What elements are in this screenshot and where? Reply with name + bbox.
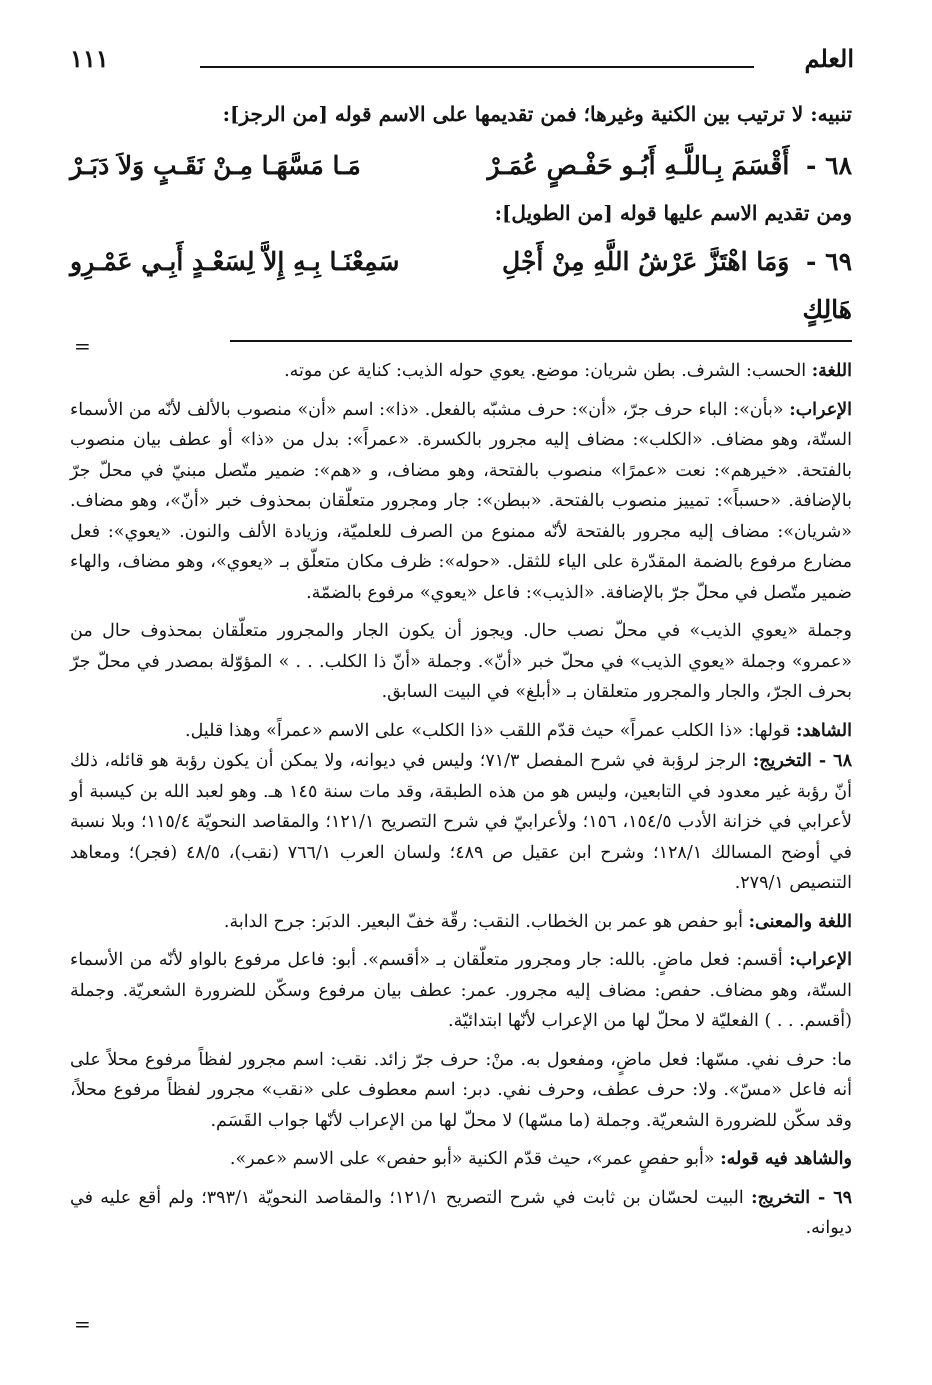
- footnote-shahid-68: [70, 1144, 852, 1175]
- text: «بأن»: الباء حرف جرّ، «أن»: حرف مشبّه بالفعل. «ذا»: اسم «أن» منصوب بالألف لأنّه من الأسماء الستّة، وهو مضاف. «الكلب»: مضاف إليه مجرور بالكسرة. «عمراً»: بدل من «ذا» أو عطف بيان منصوب بالفتحة. «خيرهم»: نعت «عمرًا» منصوب بالفتحة، وهو مضاف، و «هم»: ضمير متّصل مبنيّ في محلّ جرّ بالإضافة. «حسباً»: تمييز منصوب بالفتحة. «ببطن»: جار ومجرور متعلّقان بمحذوف خبر «أنّ»، وهو مضاف. «شريان»: مضاف إليه مجرور بالفتحة لأنّه ممنوع من الصرف للعلميّة، وزيادة الألف والنون. «يعوي»: فعل مضارع مرفوع بالضمة المقدّرة على الياء للثقل. «حوله»: ظرف مكان متعلّق بـ «يعوي»، وهو مضاف، والهاء ضمير متّصل في محلّ جرّ بالإضافة. «الذيب»: فاعل «يعوي» مرفوع بالضمّة.: [70, 399, 852, 603]
- page-number: ١١١: [70, 44, 109, 73]
- verse-69-first-hemistich: [461, 238, 852, 334]
- footnote-lugha-1: [70, 356, 852, 387]
- note-paragraph: تنبيه: لا ترتيب بين الكنية وغيرها؛ فمن تقديمها على الاسم قوله [من الرجز]:: [222, 102, 852, 126]
- text: أقسم: فعل ماضٍ. بالله: جار ومجرور متعلّقان بـ «أقسم». أبو: فاعل مرفوع بالواو لأنّه من الأسماء الستّة، وهو مضاف. حفص: مضاف إليه مجرور. عمر: عطف بيان مرفوع وسكّن للضرورة الشعريّة. وجملة (أقسم. . . ) الفعليّة لا محلّ لها من الإعراب لأنّها ابتدائيّة.: [70, 950, 852, 1031]
- label: الإعراب:: [789, 950, 852, 970]
- label: والشاهد فيه قوله:: [720, 1149, 852, 1169]
- text: الحسب: الشرف. بطن شريان: موضع. يعوي حوله الذيب: كناية عن موته.: [284, 361, 812, 381]
- text: الرجز لرؤبة في شرح المفصل ٧١/٣؛ وليس في ديوانه، ولا يمكن أن يكون رؤبة هو قائله، ذلك أنّ رؤبة غير معدود في التابعين، وليس هو من هذه الطبقة، وقد مات سنة ١٤٥ هـ. وهو لعبد الله بن كيسبة أو لأعرابي في خزانة الأدب ١٥٤/٥، ١٥٦؛ ولأعرابيّ في شرح التصريح ١٢١/١؛ والمقاصد النحويّة ١١٥/٤؛ وبلا نسبة في أوضح المسالك ١٢٨/١؛ وشرح ابن عقيل ص ٤٨٩؛ ولسان العرب ٧٦٦/١ (نقب)، ٤٨/٥ (فجر)؛ ومعاهد التنصيص ٢٧٩/١.: [70, 751, 852, 893]
- label: الشاهد:: [795, 720, 852, 741]
- text: البيت لحسّان بن ثابت في شرح التصريح ١٢١/١؛ والمقاصد النحويّة ٣٩٣/١؛ ولم أقع عليه في ديوانه.: [70, 1187, 852, 1238]
- footnotes: [70, 356, 852, 1244]
- footnote-ma-68: ما: حرف نفي. مسّها: فعل ماضٍ، ومفعول به. منْ: حرف جرّ زائد. نقب: اسم مجرور لفظاً مرفوع محلاً على أنه فاعل «مسّ». ولا: حرف عطف، وحرف نفي. دبر: اسم معطوف على «نقب» مجرور لفظاً مرفوع محلاً، وقد سكّن للضرورة الشعريّة. وجملة (ما مسّها) لا محلّ لها من الإعراب لأنّها جواب القَسَم.: [70, 1049, 852, 1131]
- footnote-takhrij-68: [70, 746, 852, 899]
- intro-69: ومن تقديم الاسم عليها قوله [من الطويل]:: [494, 201, 852, 225]
- page-body: [70, 96, 852, 1244]
- footnote-irab-68: [70, 945, 852, 1037]
- label: اللغة:: [811, 361, 852, 381]
- header-rule: [200, 66, 754, 68]
- label: الإعراب:: [789, 399, 852, 420]
- text: أبو حفص هو عمر بن الخطاب. النقب: رقّة خفّ البعير. الدبَر: جرح الدابة.: [223, 911, 749, 932]
- verse-68-first-text: أَقْسَمَ بِـاللَّـهِ أَبُـو حَفْـصٍ عُمَـرْ: [487, 151, 790, 180]
- label: ٦٩ - التخريج:: [751, 1187, 852, 1208]
- label: اللغة والمعنى:: [748, 911, 852, 932]
- verse-68-first-hemistich: [461, 142, 852, 190]
- page-header: [70, 40, 854, 84]
- verse-69-wrap: [70, 238, 852, 342]
- footnote-takhrij-69: [70, 1183, 852, 1244]
- verse-68-second-hemistich: مَـا مَسَّهَـا مِـنْ نَقَـبٍ وَلاَ دَبَـرْ: [70, 151, 361, 180]
- verse-69-second-hemistich: سَمِعْنَـا بِـهِ إِلاَّ لِسَعْـدٍ أَبِـي عَمْـرِو: [70, 247, 400, 276]
- continuation-mark-bottom: =: [74, 1312, 91, 1336]
- continuation-mark-top: =: [74, 334, 91, 358]
- footnote-jumla-1: وجملة «يعوي الذيب» في محلّ نصب حال. ويجوز أن يكون الجار والمجرور متعلّقان بمحذوف حال من «عمرو» وجملة «يعوي الذيب» في محلّ خبر «أنّ». وجملة «أنّ ذا الكلب. . . » المؤوّلة بمصدر في محلّ جرّ بحرف الجرّ، والجار والمجرور متعلقان بـ «أبلغ» في البيت السابق.: [70, 621, 852, 702]
- verse-69-first-text: وَمَا اهْتَزَّ عَرْشُ اللَّهِ مِنْ أَجْلِ هَالِكٍ: [502, 247, 852, 324]
- verse-68-number: ٦٨ -: [806, 151, 852, 180]
- text: قولها: «ذا الكلب عمراً» حيث قدّم اللقب «ذا الكلب» على الاسم «عمراً» وهذا قليل.: [185, 720, 796, 741]
- footnote-lugha-68: [70, 907, 852, 938]
- verse-69-number: ٦٩ -: [806, 247, 852, 276]
- footnote-separator: [230, 334, 852, 342]
- footnote-irab-1: [70, 395, 852, 609]
- text: «أبو حفصٍ عمر»، حيث قدّم الكنية «أبو حفص» على الاسم «عمر».: [229, 1149, 721, 1169]
- label: ٦٨ - التخريج:: [752, 751, 852, 771]
- footnote-shahid-1: [70, 716, 852, 747]
- chapter-title: العلم: [804, 44, 854, 73]
- verse-69: [70, 238, 852, 334]
- verse-68: [70, 142, 852, 190]
